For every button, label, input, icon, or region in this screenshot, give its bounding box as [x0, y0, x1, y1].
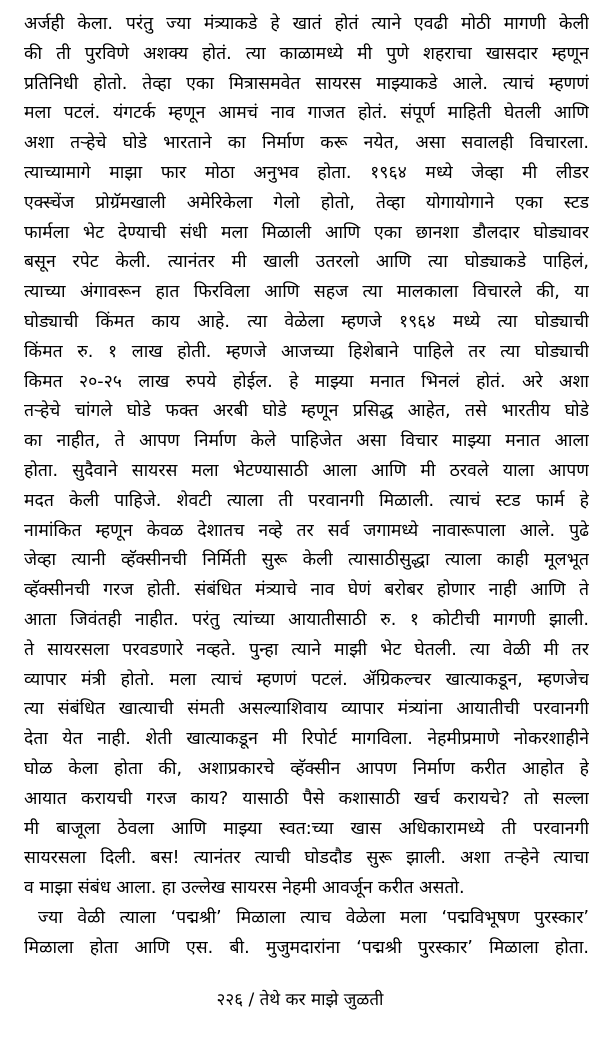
text-line: घोळ केला होता की, अशाप्रकारचे व्हॅक्सीन आपण निर्माण करीत आहोत हे [24, 758, 589, 779]
text-line: मिळाला होता आणि एस. बी. मुजुमदारांना ‘पद्मश्री पुरस्कार’ मिळाला होता. [24, 937, 589, 958]
text-line: की ती पुरविणे अशक्य होतं. त्या काळामध्ये मी पुणे शहराचा खासदार म्हणून [24, 43, 589, 64]
text-line: मदत केली पाहिजे. शेवटी त्याला ती परवानगी मिळाली. त्याचं स्टड फार्म हे [24, 490, 589, 511]
paragraph-start-line: ज्या वेळी त्याला ‘पद्मश्री’ मिळाला त्याच वेळेला मला ‘पद्मविभूषण पुरस्कार’ [38, 907, 589, 928]
text-line: तऱ्हेचे चांगले घोडे फक्त अरबी घोडे म्हणून प्रसिद्ध आहेत, तसे भारतीय घोडे [24, 401, 589, 422]
text-line: नामांकित म्हणून केवळ देशातच नव्हे तर सर्व जगामध्ये नावारूपाला आले. पुढे [24, 520, 589, 541]
text-line: घोड्याची किंमत काय आहे. त्या वेळेला म्हणजे १९६४ मध्ये त्या घोड्याची [24, 311, 589, 332]
text-line: सायरसला दिली. बस! त्यानंतर त्याची घोडदौड सुरू झाली. अशा तऱ्हेने त्याचा [24, 848, 589, 869]
text-line: अर्जही केला. परंतु ज्या मंत्र्याकडे हे खातं होतं त्याने एवढी मोठी मागणी केली [24, 14, 589, 34]
text-line: ते सायरसला परवडणारे नव्हते. पुन्हा त्याने माझी भेट घेतली. त्या वेळी मी तर [24, 639, 589, 660]
text-line: किंमत रु. १ लाख होती. म्हणजे आजच्या हिशेबाने पाहिले तर त्या घोड्याची [24, 341, 589, 362]
text-line: त्या संबंधित खात्याची संमती असल्याशिवाय व्यापार मंत्र्यांना आयातीची परवानगी [24, 699, 589, 720]
text-line: प्रतिनिधी होतो. तेव्हा एका मित्रासमवेत सायरस माझ्याकडे आले. त्याचं म्हणणं [24, 73, 589, 94]
text-line: एक्स्चेंज प्रोग्रॅमखाली अमेरिकेला गेलो होतो, तेव्हा योगायोगाने एका स्टड [24, 192, 589, 213]
text-line: त्याच्यामागे माझा फार मोठा अनुभव होता. १९६४ मध्ये जेव्हा मी लीडर [24, 162, 589, 183]
text-line: जेव्हा त्यानी व्हॅक्सीनची निर्मिती सुरू केली त्यासाठीसुद्धा त्याला काही मूलभूत [24, 550, 589, 571]
text-line: का नाहीत, ते आपण निर्माण केले पाहिजेत असा विचार माझ्या मनात आला [24, 431, 589, 452]
page-body-text [24, 10, 589, 964]
text-line: आयात करायची गरज काय? यासाठी पैसे कशासाठी खर्च करायचे? तो सल्ला [24, 788, 589, 809]
text-line: किमत २०-२५ लाख रुपये होईल. हे माझ्या मनात भिनलं होतं. अरे अशा [24, 371, 589, 392]
text-line: आता जिवंतही नाहीत. परंतु त्यांच्या आयातीसाठी रु. १ कोटीची मागणी झाली. [24, 609, 589, 630]
text-line: देता येत नाही. शेती खात्याकडून मी रिपोर्ट मागविला. नेहमीप्रमाणे नोकरशाहीने [24, 729, 589, 750]
text-line: होता. सुदैवाने सायरस मला भेटण्यासाठी आला आणि मी ठरवले याला आपण [24, 460, 589, 481]
text-line: मला पटलं. यंगटर्क म्हणून आमचं नाव गाजत होतं. संपूर्ण माहिती घेतली आणि [24, 103, 589, 124]
text-line: अशा तऱ्हेचे घोडे भारताने का निर्माण करू नयेत, असा सवालही विचारला. [24, 133, 589, 154]
text-line: फार्मला भेट देण्याची संधी मला मिळाली आणि एका छानशा डौलदार घोड्यावर [24, 222, 589, 243]
text-line: व्यापार मंत्री होतो. मला त्याचं म्हणणं पटलं. ॲग्रिकल्चर खात्याकडून, म्हणजेच [24, 669, 589, 690]
text-line: त्याच्या अंगावरून हात फिरविला आणि सहज त्या मालकाला विचारले की, या [24, 282, 589, 303]
text-line: मी बाजूला ठेवला आणि माझ्या स्वत:च्या खास अधिकारामध्ये ती परवानगी [24, 818, 589, 839]
text-line: व्हॅक्सीनची गरज होती. संबंधित मंत्र्याचे नाव घेणं बरोबर होणार नाही आणि ते [24, 580, 589, 601]
text-line: बसून रपेट केली. त्यानंतर मी खाली उतरलो आणि त्या घोड्याकडे पाहिलं, [24, 252, 589, 273]
paragraph-end-line: व माझा संबंध आला. हा उल्लेख सायरस नेहमी आवर्जून करीत असतो. [24, 878, 465, 899]
page-footer: २२६ / तेथे कर माझे जुळती [216, 990, 384, 1010]
